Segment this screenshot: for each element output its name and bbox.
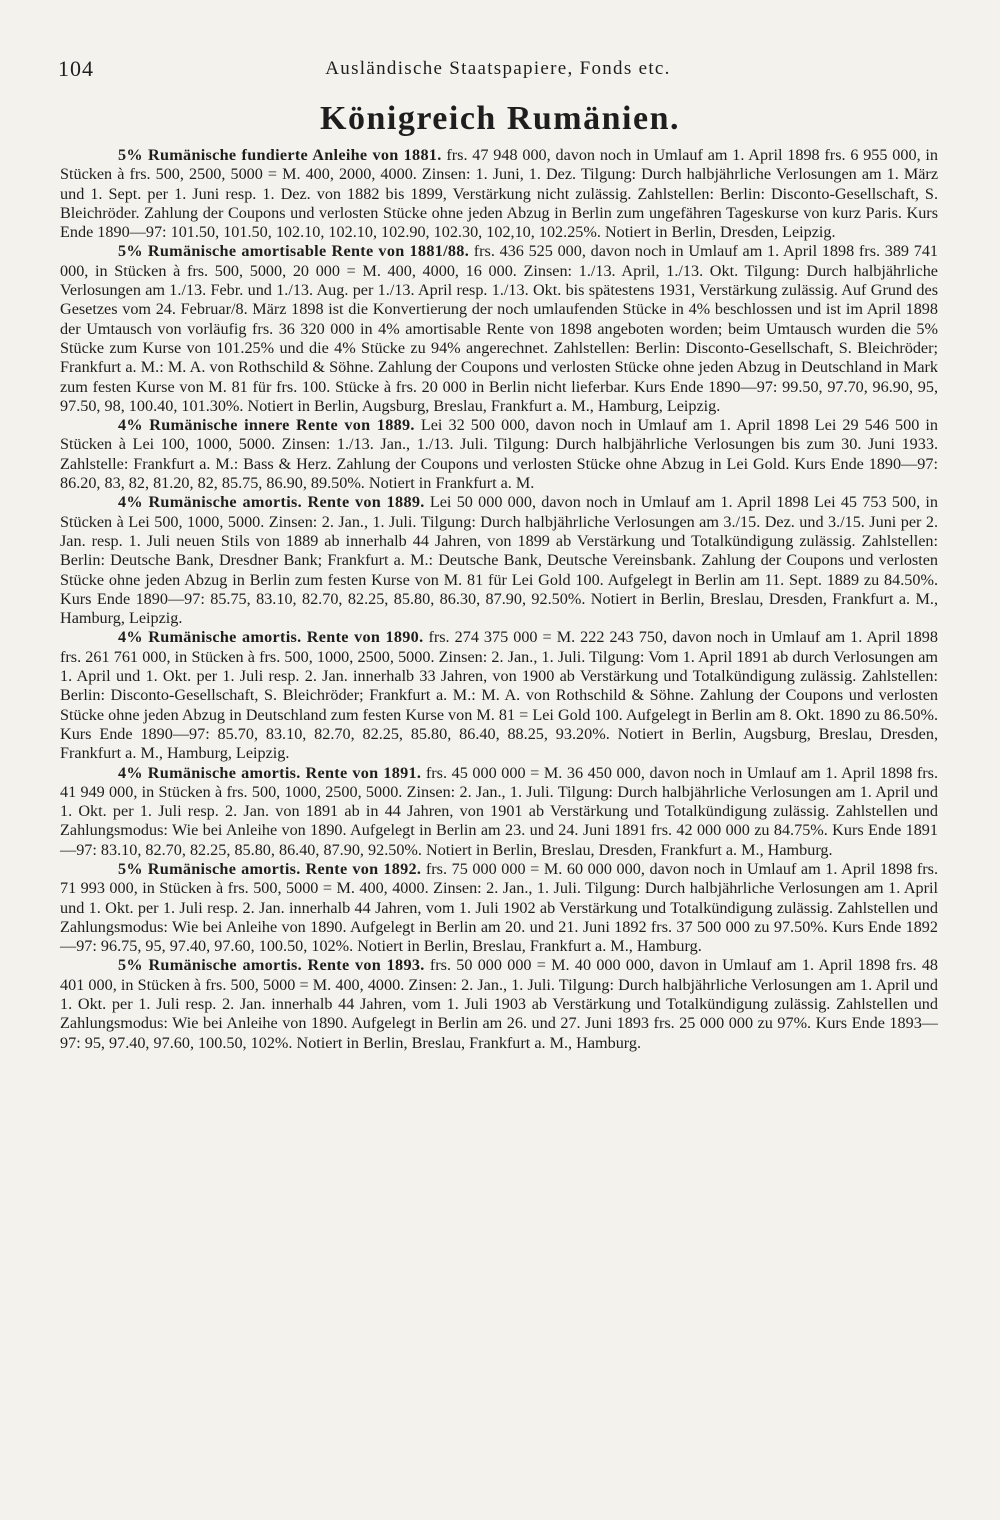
entry-text: frs. 47 948 000, davon noch in Umlauf am 1. April 1898 frs. 6 955 000, in Stücken à frs. 500, 2500, 5000 = M. 400, 2000, 4000. Zinsen: 1. Juni, 1. Dez. Tilgung: Durch halbjährliche Verlosungen am 1. März und 1. Sept. per 1. Juni resp. 1. Dez. von 1882 bis 1899, Verstärkung nicht zulässig. Zahlstellen: Berlin: Disconto-Gesellschaft, S. Bleichröder. Zahlung der Coupons und verlosten Stücke ohne jeden Abzug in Berlin zum ungefähren Tageskurse von kurz Paris. Kurs Ende 1890—97: 101.50, 101.50, 102.10, 102.10, 102.90, 102.30, 102,10, 102.25%. Notiert in Berlin, Dresden, Leipzig. [60, 146, 938, 242]
entry-paragraph [60, 493, 938, 628]
entry-text: frs. 75 000 000 = M. 60 000 000, davon noch in Umlauf am 1. April 1898 frs. 71 993 000, in Stücken à frs. 500, 5000 = M. 400, 4000. Zinsen: 2. Jan., 1. Juli. Tilgung: Durch halbjährliche Verlosungen am 1. April und 1. Okt. per 1. Juli resp. 2. Jan. innerhalb 44 Jahren, vom 1. Juli 1902 ab Verstärkung und Totalkündigung zulässig. Zahlstellen und Zahlungsmodus: Wie bei Anleihe von 1890. Aufgelegt in Berlin am 20. und 21. Juni 1892 frs. 37 500 000 zu 97.50%. Kurs Ende 1892—97: 96.75, 95, 97.40, 97.60, 100.50, 102%. Notiert in Berlin, Breslau, Frankfurt a. M., Hamburg. [60, 859, 939, 956]
entry-heading: 4% Rumänische amortis. Rente von 1890. [118, 628, 424, 647]
entry-text: frs. 45 000 000 = M. 36 450 000, davon noch in Umlauf am 1. April 1898 frs. 41 949 000, in Stücken à frs. 500, 1000, 2500, 5000. Zinsen: 2. Jan., 1. Juli. Tilgung: Durch halbjährliche Verlosungen am 1. April und 1. Okt. per 1. Juli resp. 2. Jan. von 1891 ab in 44 Jahren, von 1901 ab Verstärkung und Totalkündigung zulässig. Zahlstellen und Zahlungsmodus: Wie bei Anleihe von 1890. Aufgelegt in Berlin am 23. und 24. Juni 1891 frs. 42 000 000 zu 84.75%. Kurs Ende 1891—97: 83.10, 82.70, 82.25, 85.80, 86.40, 87.90, 92.50%. Notiert in Berlin, Breslau, Dresden, Frankfurt a. M., Hamburg. [60, 763, 939, 859]
entry-paragraph [60, 416, 938, 493]
entry-heading: 4% Rumänische innere Rente von 1889. [118, 416, 415, 435]
section-title: Königreich Rumänien. [320, 100, 680, 137]
entry-text: Lei 32 500 000, davon noch in Umlauf am 1. April 1898 Lei 29 546 500 in Stücken à Lei 100, 1000, 5000. Zinsen: 1./13. Jan., 1./13. Juli. Tilgung: Durch halbjährliche Verlosungen bis zum 30. Juni 1933. Zahlstelle: Frankfurt a. M.: Bass & Herz. Zahlung der Coupons und verlosten Stücke ohne Abzug in Lei Gold. Kurs Ende 1890—97: 86.20, 83, 82, 81.20, 82, 85.75, 86.90, 89.50%. Notiert in Frankfurt a. M. [60, 416, 938, 493]
entry-paragraph [60, 764, 938, 860]
entry-text: Lei 50 000 000, davon noch in Umlauf am 1. April 1898 Lei 45 753 500, in Stücken à Lei 500, 1000, 5000. Zinsen: 2. Jan., 1. Juli. Tilgung: Durch halbjährliche Verlosungen am 3./15. Dez. und 3./15. Juni per 2. Jan. resp. 1. Juli neuen Stils von 1889 ab innerhalb 44 Jahren, von 1899 ab Verstärkung und Totalkündigung zulässig. Zahlstellen: Berlin: Deutsche Bank, Dresdner Bank; Frankfurt a. M.: Deutsche Bank, Deutsche Vereinsbank. Zahlung der Coupons und verlosten Stücke ohne jeden Abzug in Berlin zum festen Kurse von M. 81 für Lei Gold 100. Aufgelegt in Berlin am 11. Sept. 1889 zu 84.50%. Kurs Ende 1890—97: 85.75, 83.10, 82.70, 82.25, 85.80, 86.30, 87.90, 92.50%. Notiert in Berlin, Breslau, Dresden, Frankfurt a. M., Hamburg, Leipzig. [60, 493, 938, 628]
entry-heading: 4% Rumänische amortis. Rente von 1891. [118, 763, 422, 782]
entry-heading: 5% Rumänische fundierte Anleihe von 1881. [118, 146, 442, 164]
page-header [58, 56, 938, 86]
entry-paragraph [60, 146, 938, 242]
entry-paragraph [60, 242, 938, 416]
entry-text: frs. 436 525 000, davon noch in Umlauf am 1. April 1898 frs. 389 741 000, in Stücken à frs. 500, 5000, 20 000 = M. 400, 4000, 16 000. Zinsen: 1./13. April, 1./13. Okt. Tilgung: Durch halbjährliche Verlosungen am 1./13. Febr. und 1./13. Aug. per 1./13. April resp. 1./13. Okt. bis spätestens 1931, Verstärkung zulässig. Auf Grund des Gesetzes vom 24. Februar/8. März 1898 ist die Konvertierung der noch umlaufenden Stücke in 4% beschlossen und ist im April 1898 der Umtausch von vorläufig frs. 36 320 000 in 4% amortisable Rente von 1898 angeboten worden; beim Umtausch wurden die 5% Stücke zum Kurse von 101.25% und die 4% Stücke zu 94% angerechnet. Zahlstellen: Berlin: Disconto-Gesellschaft, S. Bleichröder; Frankfurt a. M.: M. A. von Rothschild & Söhne. Zahlung der Coupons und verlosten Stücke ohne jeden Abzug in Deutschland in Mark zum festen Kurse von M. 81 für frs. 100. Stücke à frs. 20 000 in Berlin nicht lieferbar. Kurs Ende 1890—97: 99.50, 97.70, 96.90, 95, 97.50, 98, 100.40, 101.30%. Notiert in Berlin, Augsburg, Breslau, Frankfurt a. M., Hamburg, Leipzig. [60, 242, 939, 415]
entry-heading: 5% Rumänische amortisable Rente von 1881/88. [118, 242, 470, 261]
entry-paragraph [60, 860, 938, 956]
page-number: 104 [58, 56, 94, 81]
entry-text: frs. 274 375 000 = M. 222 243 750, davon noch in Umlauf am 1. April 1898 frs. 261 761 000, in Stücken à frs. 500, 1000, 2500, 5000. Zinsen: 2. Jan., 1. Juli. Tilgung: Vom 1. April 1891 ab durch Verlosungen am 1. April und 1. Okt. per 1. Juli resp. 2. Jan. innerhalb 33 Jahren, von 1900 ab Verstärkung und Totalkündigung zulässig. Zahlstellen: Berlin: Disconto-Gesellschaft, S. Bleichröder; Frankfurt a. M.: M. A. von Rothschild & Söhne. Zahlung der Coupons und verlosten Stücke ohne jeden Abzug in Deutschland zum festen Kurse von M. 81 = Lei Gold 100. Aufgelegt in Berlin am 8. Okt. 1890 zu 86.50%. Kurs Ende 1890—97: 85.70, 83.10, 82.70, 82.25, 85.80, 86.40, 88.25, 93.20%. Notiert in Berlin, Augsburg, Breslau, Dresden, Frankfurt a. M., Hamburg, Leipzig. [60, 628, 938, 763]
section-body [60, 146, 938, 1053]
entry-paragraph [60, 956, 938, 1052]
entry-text: frs. 50 000 000 = M. 40 000 000, davon in Umlauf am 1. April 1898 frs. 48 401 000, in Stücken à frs. 500, 5000 = M. 400, 4000. Zinsen: 2. Jan., 1. Juli. Tilgung: Durch halbjährliche Verlosungen am 1. April und 1. Okt. per 1. Juli resp. 2. Jan. innerhalb 44 Jahren, vom 1. Juli 1903 ab Verstärkung und Totalkündigung zulässig. Zahlstellen und Zahlungsmodus: Wie bei Anleihe von 1890. Aufgelegt in Berlin am 26. und 27. Juni 1893 frs. 25 000 000 zu 97%. Kurs Ende 1893—97: 95, 97.40, 97.60, 100.50, 102%. Notiert in Berlin, Breslau, Frankfurt a. M., Hamburg. [60, 956, 939, 1052]
entry-heading: 4% Rumänische amortis. Rente von 1889. [118, 493, 425, 512]
running-title: Ausländische Staatspapiere, Fonds etc. [325, 58, 671, 79]
entry-heading: 5% Rumänische amortis. Rente von 1893. [118, 956, 425, 975]
entry-heading: 5% Rumänische amortis. Rente von 1892. [118, 859, 422, 878]
entry-paragraph [60, 628, 938, 763]
